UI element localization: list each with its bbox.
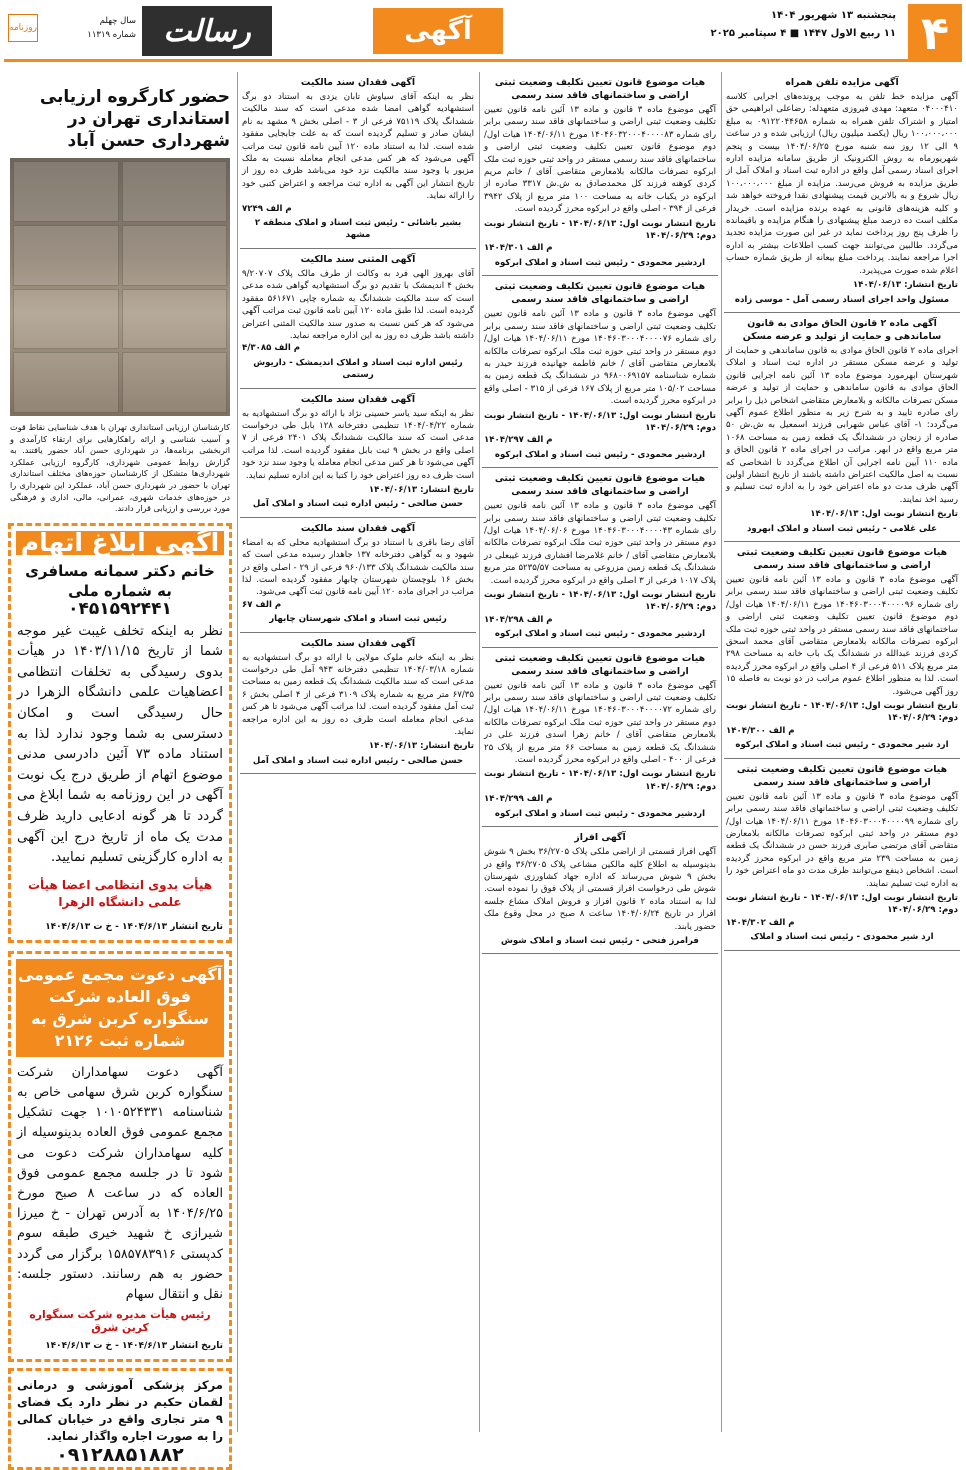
ad-date: تاریخ انتشار نوبت اول: ۱۴۰۴/۰۶/۱۳ - تاریخ انتشار نوبت دوم: ۱۴۰۴/۰۶/۲۹	[484, 410, 716, 433]
national-id: ۰۴۵۱۵۹۲۴۴۱	[68, 599, 172, 620]
ad-date: تاریخ انتشار نوبت اول: ۱۴۰۴/۰۶/۱۳ - تاریخ انتشار نوبت دوم: ۱۴۰۴/۰۶/۲۹	[726, 701, 958, 724]
ad-signature: علی غلامی - رئیس ثبت اسناد و املاک ابهرود	[746, 523, 938, 534]
issue-year: سال چهلم	[99, 16, 136, 26]
column-4	[6, 72, 234, 1466]
ad-title: آگهی فقدان سند مالکیت	[300, 637, 416, 649]
ad-item	[724, 313, 960, 542]
ad-item	[240, 249, 476, 389]
ad-item	[240, 389, 476, 518]
section-title: آگهی	[373, 8, 503, 54]
ad-item	[240, 518, 476, 633]
column-3	[240, 72, 476, 1434]
ad-title: هیات موضوع قانون تعیین تکلیف وضعیت ثبتی اراضی و ساختمانهای فاقد سند رسمی	[494, 652, 706, 677]
ad-reference: م الف ۱۴۰۴/۳۰۱	[484, 243, 553, 254]
box-body: نظر به اینکه تخلف غیبت غیر موجه شما از تاریخ ۱۴۰۳/۱۱/۱۵ در هیأت بدوی رسیدگی به تخلفات انتظامی اعضاهیات علمی دانشگاه الزهرا در حال رسیدگی است و امکان دسترسی به شما وجود ندارد لذا به استناد ماده ۷۳ آئین دادرسی مدنی موضوع اتهام از طریق درج یک نوبت آگهی در این روزنامه به شما ابلاغ می گردد تا هر گونه ادعایی دارید ظرف مدت یک ماه از تاریخ درج این آگهی به اداره کارگزینی تسلیم نمایید.	[17, 623, 223, 866]
ad-item	[724, 542, 960, 759]
ad-signature: مسئول واحد اجرای اسناد رسمی آمل - موسی زاده	[734, 294, 950, 305]
ad-date: تاریخ انتشار نوبت اول: ۱۴۰۴/۰۶/۱۳ - تاریخ انتشار نوبت دوم: ۱۴۰۴/۰۶/۲۹	[484, 590, 716, 613]
ad-date: تاریخ انتشار نوبت اول: ۱۴۰۴/۰۶/۱۳ - تاریخ انتشار نوبت دوم: ۱۴۰۴/۰۶/۲۹	[726, 892, 958, 916]
ad-body: آگهی افراز قسمتی از اراضی ملکی پلاک ۳۶/۲۷۰۵ بخش ۹ شوش بدینوسیله به اطلاع کلیه مالکین مشاعی پلاک ۳۶/۲۷۰۵ واقع در بخش ۹ شوش می‌رساند که اداره جهاد کشاورزی شهرستان شوش طی درخواست افراز قسمتی از پلاک فوق را نموده است. لذا به استناد ماده ۲ قانون افراز و فروش املاک مشاع جلسه افراز در تاریخ ۱۴۰۴/۰۶/۲۴ ساعت ۸ صبح در محل وقوع ملک حضور یابند.	[484, 847, 717, 932]
ad-reference: م الف ۱۴۰۴/۳۰۲	[726, 917, 795, 928]
indictment-notice-box	[8, 523, 232, 943]
ad-body: آقای بهروز الهی فرد به وکالت از طرف مالک پلاک ۹/۲۰۷۰۷ بخش ۴ اندیمشک با تقدیم دو برگ استشهادیه گواهی شده مدعی است که سند مالکیت ششدانگ به شماره چاپی ۵۶۱۶۷۱ مفقود گردیده است. لذا طبق ماده ۱۲۰ آیین نامه قانون ثبت مراتب آگهی می‌شود که هر کس نسبت به صدور سند مالکیت المثنی اعتراض داشته باشد ظرف ده روز به این اداره مراجعه نماید.	[242, 268, 475, 341]
ad-item	[482, 648, 718, 827]
box-subtitle: خانم دکتر سمانه مسافری به شماره ملی	[25, 562, 215, 601]
ad-body: آگهی مزایده خط تلفن به موجب پرونده‌های اجرایی کلاسه ۰۴۰۰۰۴۱۰ متعهد: مهدی فیروزی متعهدله: رضاعلی ابراهیمی حق امتیاز و اشتراک تلفن همراه به شماره ۰۹۱۲۲۰۴۴۶۵۸ به مبلغ ۱۰۰،۰۰۰،۰۰۰ ریال (یکصد میلیون ریال) ارزیابی شده و در ساعت ۹ الی ۱۲ روز سه شنبه مورخ ۱۴۰۴/۰۶/۲۵ بیست و پنجم شهریورماه به روش الکترونیک از طریق سامانه مزایده اداره اجرای اسناد رسمی آمل واقع در اداره ثبت اسناد و املاک آمل از طریق مزایده به فروش می‌رسد. مزایده از مبلغ ۱۰۰،۰۰۰،۰۰۰ ریال شروع و به بالاترین قیمت پیشنهادی نقدا فروخته خواهد شد و کلیه هزینه‌های قانونی به عهده برنده مزایده است. خریدار مکلف است ده درصد مبلغ پیشنهادی را هنگام مزایده و باقیمانده را ظرف پنج روز پرداخت نماید در غیر این صورت مزایده تجدید می‌گردد. طالبین می‌توانند جهت کسب اطلاعات بیشتر به اداره اجرا مراجعه نمایند. پرداخت مبلغ بیعانه از طریق شماره حساب اعلام شده صورت می‌پذیرد.	[726, 92, 959, 276]
rental-notice-box	[8, 1368, 232, 1470]
page-number: ۴	[908, 4, 962, 62]
ad-title: آگهی فقدان سند مالکیت	[300, 522, 416, 534]
ad-signature: رئیس ثبت اسناد و املاک شهرستان چابهار	[269, 614, 447, 625]
column-divider	[237, 72, 238, 1432]
issue-meta	[42, 14, 136, 42]
column-divider	[479, 72, 480, 1432]
ad-signature: حسن صالحی - رئیس اداره ثبت اسناد و املاک آمل	[252, 499, 464, 510]
ad-date: تاریخ انتشار: ۱۴۰۴/۰۶/۱۳	[368, 741, 474, 752]
ad-title: آگهی مزایده تلفن همراه	[785, 77, 899, 88]
ad-signature: ارد شیر محمودی - رئیس ثبت اسناد و املاک ابرکوه	[735, 740, 949, 751]
ad-title: هیات موضوع قانون تعیین تکلیف وضعیت ثبتی اراضی و ساختمانهای فاقد سند رسمی	[736, 547, 948, 571]
page-header	[4, 4, 962, 62]
box-title: آگهی دعوت مجمع عمومی فوق العاده شرکت سنگواره کربن شرق به شماره ثبت ۲۱۲۶	[16, 959, 224, 1057]
assembly-invitation-box	[8, 951, 232, 1362]
ad-body: آگهی موضوع ماده ۳ قانون و ماده ۱۳ آئین نامه قانون تعیین تکلیف وضعیت ثبتی اراضی و ساختمانهای فاقد سند رسمی برابر رای شماره ۱۴۰۴۶۰۳۰۰۰۴۰۰۰۰۹۹ مورخ ۱۴۰۴/۰۶/۱۱ هیات اول/دوم مستقر در واحد ثبتی ابرکوه تصرفات مالکانه بلامعارض متقاضی آقای مرتضی صابری فرزند حسن در ششدانگ یک قطعه زمین به مساحت ۲۳۹ متر مربع واقع در ابرکوه محرز گردیده است. اشخاص ذینفع می‌توانند ظرف مدت دو ماه اعتراض خود را به اداره ثبت تسلیم نمایند.	[726, 791, 958, 889]
ad-body: آگهی موضوع ماده ۳ قانون و ماده ۱۳ آئین نامه قانون تعیین تکلیف وضعیت ثبتی اراضی و ساختمانهای فاقد سند رسمی برابر رای شماره ۱۴۰۴۶۰۳۰۰۰۴۰۰۰۰۷۶ مورخ ۱۴۰۴/۰۶/۱۱ هیات اول/دوم مستقر در واحد ثبتی حوزه ثبت ملک ابرکوه تصرفات مالکانه بلامعارض متقاضی آقای / خانم فاطمه جهانیده فرزند حیدر به شماره شناسنامه ۹۶۸۰۰۶۹۱۵۷ در ششدانگ یک قطعه زمین به مساحت ۱۰۵/۰۲ متر مربع از پلاک ۱۶۷ فرعی از ۳۱۵ - اصلی واقع در ابرکوه محرز گردیده است.	[484, 309, 717, 407]
phone-number: ۰۹۱۲۸۸۵۱۸۸۲	[56, 1443, 184, 1466]
ad-reference: م الف ۱۴۰۴/۳۰۰	[726, 725, 795, 736]
ad-body: آگهی موضوع ماده ۳ قانون و ماده ۱۳ آئین نامه قانون تعیین تکلیف وضعیت ثبتی اراضی و ساختمانهای فاقد سند رسمی برابر رای شماره ۱۴۰۴۶۰۳۰۰۰۴۰۰۰۰۷۲ مورخ ۱۴۰۴/۰۶/۱۱ هیات اول/دوم مستقر در واحد ثبتی حوزه ثبت ملک ابرکوه تصرفات مالکانه بلامعارض متقاضی آقای / خانم زهرا اسدی فرزند علی در ششدانگ یک قطعه زمین به مساحت ۶۶ متر مربع از پلاک ۲۵ فرعی از ۴۰۰ - اصلی واقع در ابرکوه محرز گردیده است.	[484, 680, 716, 766]
ad-item	[724, 72, 960, 313]
ad-body: آگهی موضوع ماده ۳ قانون و ماده ۱۳ آئین نامه قانون تعیین تکلیف وضعیت ثبتی اراضی و ساختمانهای فاقد سند رسمی برابر رای شماره ۱۴۰۴۶۰۳۰۰۰۴۰۰۰۰۴۳ مورخ ۱۴۰۴/۰۶/۰۶ هیات اول/دوم مستقر در واحد ثبتی حوزه ثبت ملک ابرکوه تصرفات مالکانه بلامعارض متقاضی آقای / خانم غلامرضا افشاری فرزند غیبعلی در ششدانگ یک قطعه زمین مزروعی به مساحت ۵۲۳۵/۵۷ متر مربع پلاک ۱۰۱۷ فرعی از ۳ اصلی واقع در ابرکوه محرز گردیده است.	[484, 501, 716, 586]
ad-signature: فرامرز فتحی - رئیس ثبت اسناد و املاک شوش	[501, 935, 699, 946]
ad-item	[482, 468, 718, 647]
box-signature: رئیس هیأت مدیره شرکت سنگواره کربن شرق	[29, 1308, 211, 1334]
ad-reference: م الف ۷۲۴۹	[242, 203, 292, 214]
ad-title: هیات موضوع قانون تعیین تکلیف وضعیت ثبتی اراضی و ساختمانهای فاقد سند رسمی	[494, 77, 706, 101]
ad-date: تاریخ انتشار نوبت اول: ۱۴۰۴/۰۶/۱۳ - تاریخ انتشار نوبت دوم: ۱۴۰۴/۰۶/۲۹	[484, 218, 716, 242]
ad-signature: اردشیر محمودی - رئیس ثبت اسناد و املاک ابرکوه	[494, 257, 706, 268]
ad-title: آگهی المثنی سند مالکیت	[300, 253, 416, 265]
ad-reference: م الف ۱۴۰۴/۲۹۹	[484, 794, 553, 805]
box-body: آگهی دعوت سهامداران شرکت سنگواره کربن شرق سهامی خاص به شناسنامه ۱۰۱۰۵۲۴۳۳۱ جهت تشکیل مجمع عمومی فوق العاده بدینوسیله از کلیه سهامداران شرکت دعوت می شود تا در جلسه مجمع عمومی فوق العاده که در ساعت ۸ صبح مورخ ۱۴۰۴/۶/۲۵ به آدرس تهران - خ میرزا شیرازی خ شهید خیری طبقه سوم کدپستی ۱۵۸۵۷۸۳۹۱۶ برگزار می گردد حضور به هم رسانند. دستور جلسه: نقل و انتقال سهام	[17, 1064, 224, 1302]
box-signature: هیأت بدوی انتظامی اعضا هیأت علمی دانشگاه الزهرا	[27, 877, 213, 909]
ad-reference: م الف ۴/۳۰۸۵	[242, 343, 301, 354]
ad-item	[482, 827, 718, 954]
ad-item	[482, 72, 718, 276]
ad-reference: م الف ۶۷	[242, 599, 282, 610]
issue-number: شماره ۱۱۳۱۹	[87, 30, 136, 40]
ad-title: آگهی فقدان سند مالکیت	[300, 393, 416, 405]
ad-title: آگهی فقدان سند مالکیت	[300, 77, 416, 88]
ad-title: هیات موضوع قانون تعیین تکلیف وضعیت ثبتی اراضی و ساختمانهای فاقد سند رسمی	[736, 763, 948, 788]
ad-body: نظر به اینکه سید یاسر حسینی نژاد با ارائه دو برگ استشهادیه به شماره ۱۴۰۴/۰۴/۲۲ تنظیمی دفترخانه ۱۲۸ بابل طی درخواست مدعی است که سند مالکیت ششدانگ پلاک ۲۴۰۱ فرعی از ۷ اصلی واقع در بخش ۹ ثبت بابل مفقود گردیده است. لذا مراتب آگهی می‌شود تا هر کس مدعی انجام معامله یا وجود سند نزد خود است ظرف ده روز اعتراض خود را کتبا به این اداره تسلیم نماید.	[242, 408, 475, 481]
ad-signature: حسن صالحی - رئیس اداره ثبت اسناد و املاک آمل	[252, 755, 464, 766]
ad-reference: م الف ۱۴۰۴/۲۹۸	[484, 614, 553, 625]
column-1	[724, 72, 960, 1434]
column-divider	[721, 72, 722, 1432]
ad-item	[482, 276, 718, 468]
ad-date: تاریخ انتشار نوبت اول: ۱۴۰۴/۰۶/۱۳ - تاریخ انتشار نوبت دوم: ۱۴۰۴/۰۶/۲۹	[484, 769, 716, 792]
box-body: مرکز پزشکی آموزشی و درمانی لقمان حکیم در نظر دارد یک فضای ۹ متر تجاری واقع در خیابان کمالی را به صورت اجاره واگذار نماید.	[17, 1377, 223, 1443]
ad-body: نظر به اینکه آقای سیاوش تابان یزدی به استناد دو برگ استشهادیه گواهی امضا شده مدعی است که سند مالکیت ششدانگ پلاک ۷۵۱۱۹ فرعی از ۳ - اصلی بخش ۹ مشهد به نام ایشان صادر و تسلیم گردیده است که به علت جابجایی مفقود شده است. لذا به استناد ماده ۱۲۰ آیین نامه قانون ثبت مراتب آگهی می‌شود که هر کس مدعی انجام معامله نسبت به ملک مزبور یا وجود سند مالکیت نزد خود می‌باشد ظرف ده روز از تاریخ انتشار این آگهی به اداره ثبت مراجعه و اعتراض کتبی خود را ارائه نماید.	[242, 92, 474, 202]
ad-body: نظر به اینکه خانم ملوک مولایی با ارائه دو برگ استشهادیه به شماره ۱۴۰۴/۰۳/۱۸ تنظیمی دفترخانه ۹۴۳ آمل طی درخواست مدعی است که سند مالکیت ششدانگ یک قطعه زمین به مساحت ۶۷/۳۵ متر مربع به شماره پلاک ۳۱۰۹ فرعی از ۴ اصلی بخش ۶ ثبت آمل مفقود گردیده است. لذا مراتب آگهی می‌شود تا هر کس مدعی انجام معامله است ظرف ده روز به این اداره مراجعه نماید.	[242, 652, 475, 738]
ad-signature: ارد شیر محمودی - رئیس ثبت اسناد و املاک	[750, 932, 934, 943]
news-headline: حضور کارگروه ارزیابی استانداری تهران در شهرداری حسن آباد	[39, 87, 230, 151]
ad-signature: اردشیر محمودی - رئیس ثبت اسناد و املاک ابرکوه	[494, 449, 706, 460]
box-date: تاریخ انتشار ۱۴۰۴/۶/۱۳ - خ ت ۱۴۰۴/۶/۱۳	[45, 1340, 223, 1351]
ad-title: آگهی افراز	[574, 832, 626, 844]
ad-item	[240, 633, 476, 775]
header-bar	[4, 4, 908, 62]
ad-item	[724, 759, 960, 951]
ad-title: هیات موضوع قانون تعیین تکلیف وضعیت ثبتی اراضی و ساختمانهای فاقد سند رسمی	[494, 281, 706, 306]
ad-body: آگهی موضوع ماده ۳ قانون و ماده ۱۳ آئین نامه قانون تعیین تکلیف وضعیت ثبتی اراضی و ساختمانهای فاقد سند رسمی برابر رای شماره ۱۴۰۴۶۰۳۰۰۰۴۰۰۰۰۹۶ مورخ ۱۴۰۴/۰۶/۱۱ هیات اول/دوم موضوع قانون تعیین تکلیف وضعیت ثبتی اراضی و ساختمانهای فاقد سند رسمی مستقر در واحد ثبتی حوزه ثبت ملک ابرکوه تصرفات مالکانه بلامعارض متقاضی آقای محمد اسحق کردی فرزند عبدالله در ششدانگ یک باب خانه به مساحت ۲۹۸ متر مربع پلاک ۵۱۱ فرعی از ۴ اصلی واقع در ابرکوه محرز گردیده است. لذا به منظور اطلاع عموم مراتب در دو نوبت به فاصله ۱۵ روز آگهی می‌شود.	[726, 575, 959, 697]
news-body: کارشناسان ارزیابی استانداری تهران با هدف شناسایی نقاط قوت و آسیب شناسی و ارائه راهکارهایی برای ارتقاء کارآمدی و اثربخشی برنامه‌ها، در شهرداری حسن آباد حضور یافتند. به گزارش روابط عمومی شهرداری، کارگروه ارزیابی عملکرد شهرداری‌ها متشکل از کارشناسان حوزه‌های مختلف استانداری تهران با حضور در شهرداری حسن آباد، عملکرد این شهرداری را در حوزه‌های خدمات شهری، عمرانی، مالی، اداری و فرهنگی مورد بررسی و ارزیابی قرار دادند.	[10, 422, 230, 514]
news-photo-collage	[10, 158, 230, 416]
mini-logo-icon: روزنامه	[8, 14, 38, 42]
date-other: ۱۱ ربیع الاول ۱۴۴۷ ■ ۴ سپتامبر ۲۰۲۵	[710, 28, 896, 39]
ad-signature: بشیر باشائی - رئیس ثبت اسناد و املاک منطقه ۲ مشهد	[254, 218, 462, 241]
ad-body: آقای رضا باقری با استناد دو برگ استشهادیه محلی که به امضاء شهود و به گواهی دفترخانه ۱۳۷ جاهدار رسیده مدعی است که سند مالکیت ششدانگ پلاک ۹۶۰/۱۳۳ فرعی از ۲۹ - اصلی واقع در بخش ۱۶ بلوچستان شهرستان چابهار مفقود گردیده است. لذا مراتب در اجرای ماده ۱۲۰ آیین نامه قانون ثبت آگهی می‌شود.	[242, 537, 475, 598]
ad-body: اجرای ماده ۲ قانون الحاق موادی به قانون ساماندهی و حمایت از تولید و عرضه مسکن مستقر در اداره ثبت اسناد و املاک شهرستان ابهرمورد موضوع ماده ۱۳ آئین نامه اجرایی قانون الحاق موادی به قانون ساماندهی و حمایت از تولید و عرضه مسکن تصرفات مالکانه و بلامعارض متقاضی اشخاص ذیل را برابر رای صادره تایید و به شرح زیر به منظور اطلاع عموم آگهی می‌گردد: ۱- آقای عباس شهرابی فرزند اسمعیل به ش.ش ۵۰ صادره از زنجان در ششدانگ یک قطعه زمین به مساحت ۱۰۶۸ متر مربع واقع در ابهر. مراتب در اجرای ماده ۲ قانون الحاق و ماده ۱۱۰ آیین نامه اجرایی آن اطلاع می‌گردد تا اشخاصی که نسبت به اصل مالکیت اعتراض داشته باشند از تاریخ انتشار اولین آگهی ظرف مدت دو ماه اعتراض خود را به اداره ثبت تسلیم و رسید اخذ نمایند.	[725, 345, 959, 505]
ad-date: تاریخ انتشار: ۱۴۰۴/۰۶/۱۳	[852, 280, 958, 291]
ad-item	[240, 72, 476, 249]
ad-title: هیات موضوع قانون تعیین تکلیف وضعیت ثبتی اراضی و ساختمانهای فاقد سند رسمی	[494, 473, 706, 498]
ad-signature: اردشیر محمودی - رئیس ثبت اسناد و املاک ابرکوه	[494, 808, 706, 819]
ad-signature: اردشیر محمودی - رئیس ثبت اسناد و املاک ابرکوه	[494, 629, 706, 640]
column-2	[482, 72, 718, 1434]
ad-signature: رئیس اداره ثبت اسناد و املاک اندیمشک - داریوش رستمی	[253, 357, 463, 381]
ad-date: تاریخ انتشار: ۱۴۰۴/۰۶/۱۳	[368, 484, 474, 495]
ad-body: آگهی موضوع ماده ۳ قانون و ماده ۱۳ آئین نامه قانون تعیین تکلیف وضعیت ثبتی اراضی و ساختمانهای فاقد سند رسمی برابر رای شماره ۱۴۰۴۶۰۳۲۰۰۰۴۰۰۰۰۸۳ مورخ ۱۴۰۴/۰۶/۱۱ هیات اول/دوم موضوع قانون تعیین تکلیف وضعیت ثبتی اراضی و ساختمانهای فاقد سند رسمی مستقر در واحد ثبتی حوزه ثبت ملک ابرکوه تصرفات مالکانه بلامعارض متقاضی آقای / خانم مریم کردی کوهنه فرزند کل محمدصادق به ش.ش ۳۳۱۷ صادره از ابرکوه در یکباب خانه به مساحت ۱۰۰ متر مربع از پلاک ۳۹۴۲ فرعی از ۳۹۴ - اصلی واقع در ابرکوه محرز گردیده است.	[484, 105, 716, 215]
ad-reference: م الف ۱۴۰۴/۲۹۷	[484, 435, 553, 446]
date-persian: پنجشنبه ۱۳ شهریور ۱۴۰۴	[771, 10, 896, 21]
box-date: تاریخ انتشار ۱۴۰۴/۶/۱۳ - خ ت ۱۴۰۴/۶/۱۳	[45, 921, 223, 932]
ad-date: تاریخ انتشار نوبت اول: ۱۴۰۴/۰۶/۱۳	[810, 509, 958, 520]
box-title: آگهی ابلاغ اتهام	[16, 531, 224, 555]
newspaper-logo: رسالت	[142, 6, 272, 56]
ad-title: آگهی ماده ۲ قانون الحاق موادی به قانون ساماندهی و حمایت از تولید و عرضه مسکن	[742, 317, 942, 342]
